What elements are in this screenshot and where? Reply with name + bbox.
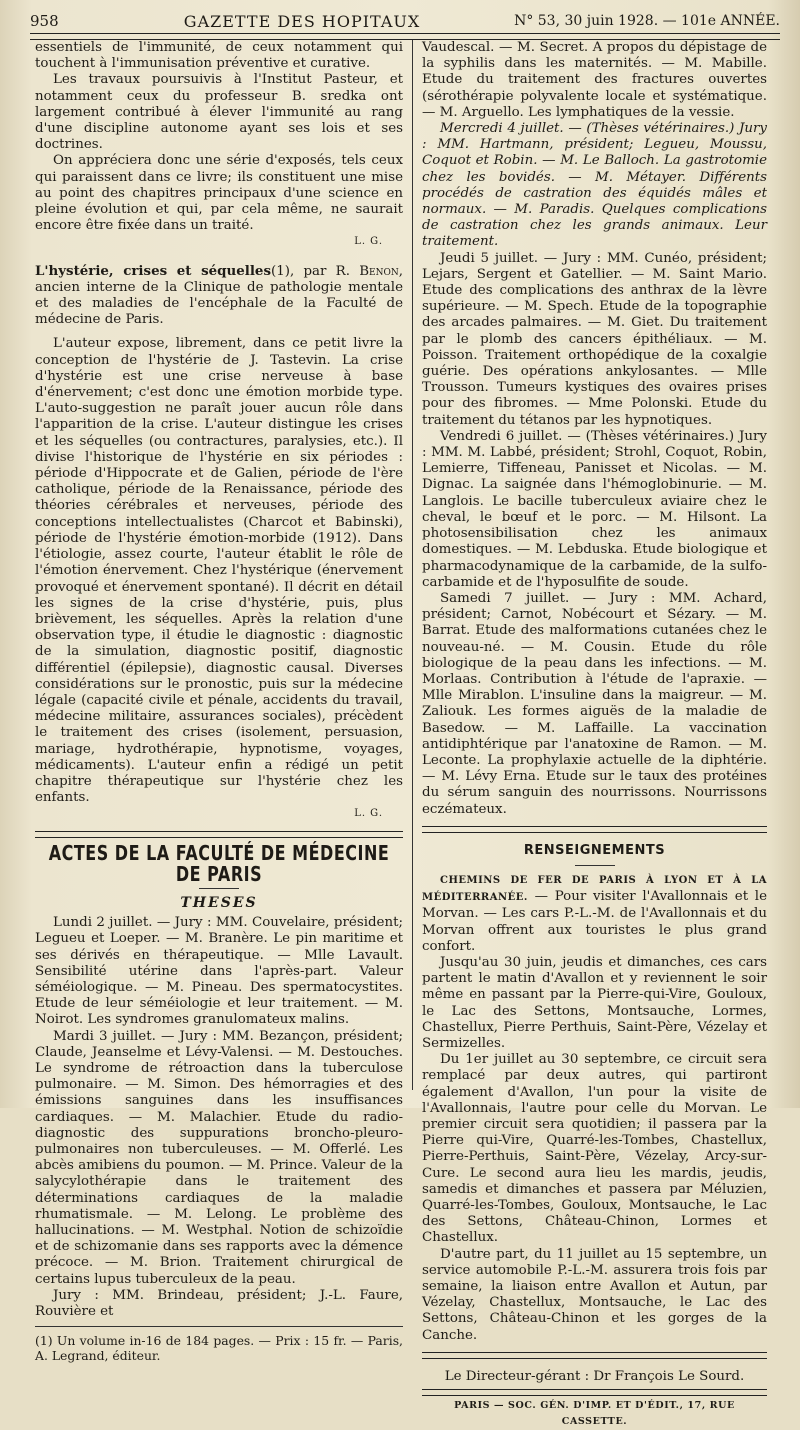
short-rule-right <box>575 865 615 866</box>
paragraph-mercredi: Mercredi 4 juillet. — (Thèses vétérinaires.) Jury : MM. Hartmann, président; Legueu, Moussu, Coquot et Robin. — M. Le Balloch. La gastrotomie chez les bovidés. — M. Métayer. Différents procédés de castration des équidés mâles et normaux. — M. Paradis. Quelques complications de castration chez les grands animaux. Leur traitement. <box>422 121 767 250</box>
paragraph-travaux: Les travaux poursuivis à l'Institut Pasteur, et notamment ceux du professeur B. sredka ont largement contribué à élever l'immunité au rang d'une discipline autonome ayant ses lois et ses doctrines. <box>35 72 403 153</box>
paragraph-mardi: Mardi 3 juillet. — Jury : MM. Bezançon, président; Claude, Jeanselme et Lévy-Valensi. — M. Destouches. Le syndrome de rétroaction dans la tuberculose pulmonaire. — M. Simon. Des hémorragies et des émissions sanguines dans les insuffisances cardiaques. — M. Malachier. Etude du radio-diagnostic des suppurations broncho-pleuro-pulmonaires non tuberculeuses. — M. Offerlé. Les abcès amibiens du poumon. — M. Prince. Valeur de la salycylothérapie dans le traitement des déterminations cardiaques de la maladie rhumatismale. — M. Lelong. Le problème des hallucinations. — M. Westphal. Notion de schizoïdie et de schizomanie dans ses rapports avec la démence précoce. — M. Brion. Traitement chirurgical de certains lupus tuberculeux de la peau. <box>35 1028 403 1287</box>
footnote: (1) Un volume in-16 de 184 pages. — Prix : 15 fr. — Paris, A. Legrand, éditeur. <box>35 1326 403 1363</box>
right-column <box>422 40 767 1430</box>
book-rest: ancien interne de la Clinique de pathologie mentale et des maladies de l'encéphale de la Faculté de médecine de Paris. <box>35 279 403 328</box>
book-title: L'hystérie, crises et séquelles <box>35 262 271 279</box>
book-review-heading <box>35 263 403 329</box>
renseignements-title: RENSEIGNEMENTS <box>523 842 666 858</box>
paragraph-lundi: Lundi 2 juillet. — Jury : MM. Couvelaire, président; Legueu et Loeper. — M. Branère. Le pin maritime et ses dérivés en thérapeutique. — Mlle Lavault. Sensibilité utérine dans l'après-part. Valeur séméiologique. — M. Pineau. Des spermatocystites. Etude de leur séméiologie et leur traitement. — M. Noirot. Les syndromes granulomateux malins. <box>35 915 403 1028</box>
signature-2: L. G. <box>354 808 383 820</box>
signature-1: L. G. <box>354 236 383 248</box>
header-rule <box>30 33 780 40</box>
left-column <box>35 40 403 1363</box>
paragraph-apprecie: On appréciera donc une série d'exposés, tels ceux qui paraissent dans ce livre; ils constituent une mise au point des chapitres principaux d'une science en pleine évolution et qui, par cela même, ne saurait encore être fixée dans un traité. <box>35 153 403 234</box>
actes-title: ACTES DE LA FACULTÉ DE MÉDECINE DE PARIS <box>48 840 390 886</box>
journal-title: GAZETTE DES HOPITAUX <box>183 11 421 31</box>
footer-rule <box>422 1352 767 1359</box>
paragraph-jeudi: Jeudi 5 juillet. — Jury : MM. Cunéo, président; Lejars, Sergent et Gatellier. — M. Saint Mario. Etude des complications des anthrax de la lèvre supérieure. — M. Spech. Etude de la topographie des arcades palmaires. — M. Giet. Du traitement par le plomb des cancers épithéliaux. — M. Poisson. Traitement orthopédique de la coxalgie guérie. Des opérations ankylosantes. — Mlle Trousson. Tumeurs kystiques des ovaires prises pour des fibromes. — Mme Polonski. Etude du traitement du tétanos par les hypnotiques. <box>422 250 767 428</box>
paragraph-juillet: Du 1er juillet au 30 septembre, ce circuit sera remplacé par deux autres, qui partiront également d'Avallon, l'un pour la visite de l'Avallonnais, l'autre pour celle du Morvan. Le premier circuit sera quotidien; il passera par la Pierre qui-Vire, Quarré-les-Tombes, Chastellux, Pierre-Perthuis, Saint-Père, Vézelay, Arcy-sur-Cure. Le second aura lieu les mardis, jeudis, samedis et dimanches et passera par Méluzien, Quarré-les-Tombes, Gouloux, Montsauche, le Lac des Settons, Château-Chinon, Lormes et Chastellux. <box>422 1052 767 1246</box>
paragraph-juin: Jusqu'au 30 juin, jeudis et dimanches, ces cars partent le matin d'Avallon et y reviennent le soir même en passant par la Pierre-qui-Vire, Gouloux, le Lac des Settons, Montsauche, Lormes, Chastellux, Pierre Perthuis, Saint-Père, Vézelay et Sermizelles. <box>422 954 767 1051</box>
book-ref: (1), par R. <box>271 263 360 279</box>
short-rule <box>199 888 239 889</box>
paragraph-auteur: L'auteur expose, librement, dans ce petit livre la conception de l'hystérie de J. Tastevin. La crise d'hystérie est une crise nerveuse à base d'énervement; c'est donc une émotion morbide type. L'auto-suggestion ne paraît jouer aucun rôle dans l'apparition de la crise. L'auteur distingue les crises et les séquelles (ou contractures, paralysies, etc.). Il divise l'historique de l'hystérie en six périodes : période d'Hippocrate et de Galien, période de l'ère catholique, période de la Renaissance, période des théories cérébrales et nerveuses, période des conceptions intellectualistes (Charcot et Babinski), période de l'hystérie émotion-morbide (1912). Dans l'étiologie, assez courte, l'auteur établit le rôle de l'émotion énervement. Chez l'hystérique (énervement provoqué et énervement spontané). Il décrit en détail les signes de la crise d'hystérie, puis, plus brièvement, les séquelles. Après la relation d'une observation type, il étudie le diagnostic : diagnostic de la simulation, diagnostic positif, diagnostic différentiel (épilepsie), diagnostic causal. Diverses considérations sur le pronostic, puis sur la médecine légale (capacité civile et pénale, accidents du travail, médecine militaire, assurances sociales), précèdent le traitement des crises (isolement, persuasion, mariage, hydrothérapie, hypnotisme, voyages, médicaments). L'auteur enfin a rédigé un petit chapitre thérapeutique sur l'hystérie chez les enfants. <box>35 336 403 806</box>
paragraph-samedi: Samedi 7 juillet. — Jury : MM. Achard, président; Carnot, Nobécourt et Sézary. — M. Barrat. Etude des malformations cutanées chez le nouveau-né. — M. Cousin. Etude du rôle biologique de la peau dans les infections. — M. Morlaas. Contribution à l'étude de l'apraxie. — Mlle Mirablon. L'insuline dans la maigreur. — M. Zaliouk. Les formes aiguës de la maladie de Basedow. — M. Laffaille. La vaccination antidiphtérique par l'anatoxine de Ramon. — M. Leconte. La prophylaxie actuelle de la diphtérie. — M. Lévy Erna. Etude sur le taux des protéines du sérum sanguin des nourrissons. Nourrissons eczémateux. <box>422 590 767 817</box>
chemins-heading: CHEMINS DE FER DE PARIS À LYON ET À LA MÉDITERRANÉE. <box>422 874 767 904</box>
page-number: 958 <box>30 12 59 30</box>
imprimerie-line: PARIS — SOC. GÉN. D'IMP. ET D'ÉDIT., 17, RUE CASSETTE. <box>454 1400 735 1428</box>
theses-heading: THESES <box>180 894 258 911</box>
paragraph-vaudescal: Vaudescal. — M. Secret. A propos du dépistage de la syphilis dans les maternités. — M. Mabille. Etude du traitement des fractures ouvertes (sérothérapie polyvalente locale et systématique. — M. Arguello. Les lymphatiques de la vessie. <box>422 40 767 120</box>
paragraph-chemins <box>422 872 767 955</box>
paragraph-intro: essentiels de l'immunité, de ceux notamment qui touchent à l'immunisation préventive et curative. <box>35 40 403 72</box>
column-divider <box>412 40 413 1090</box>
page-header <box>30 10 780 32</box>
paragraph-vendredi: Vendredi 6 juillet. — (Thèses vétérinaires.) Jury : MM. M. Labbé, président; Strohl, Coquot, Robin, Lemierre, Tiffeneau, Panisset et Nicolas. — M. Dignac. La saignée dans l'hémoglobinurie. — M. Langlois. Le bacille tuberculeux aviaire chez le cheval, le bœuf et le porc. — M. Hilsont. La photosensibilisation chez les animaux domestiques. — M. Lebduska. Etude biologique et pharmacodynamique de la carbamide, de la sulfo-carbamide et de l'hyposulfite de soude. <box>422 428 767 590</box>
footer-rule-2 <box>422 1389 767 1396</box>
book-author: Benon, <box>359 263 403 279</box>
paragraph-jury: Jury : MM. Brindeau, président; J.-L. Faure, Rouvière et <box>35 1287 403 1320</box>
paragraph-autre: D'autre part, du 11 juillet au 15 septembre, un service automobile P.-L.-M. assurera trois fois par semaine, la liaison entre Avallon et Autun, par Vézelay, Chastellux, Montsauche, le Lac des Settons, Château-Chinon et les gorges de la Canche. <box>422 1246 767 1343</box>
section-rule-right <box>422 826 767 833</box>
issue-info: N° 53, 30 juin 1928. — 101e ANNÉE. <box>514 13 780 29</box>
directeur-line: Le Directeur-gérant : Dr François Le Sourd. <box>444 1368 745 1384</box>
chemins-rest: — Pour visiter l'Avallonnais et le Morvan. — Les cars P.-L.-M. de l'Avallonnais et du Morvan offrent aux touristes le plus grand confort. <box>422 889 767 954</box>
section-rule <box>35 831 403 838</box>
